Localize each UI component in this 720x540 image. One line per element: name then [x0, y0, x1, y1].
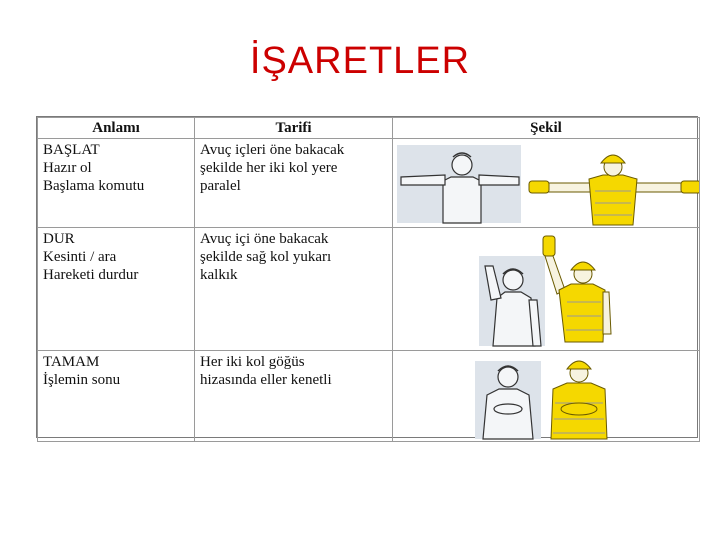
- description-line: şekilde sağ kol yukarı: [200, 249, 332, 265]
- signals-table: [36, 116, 698, 438]
- description-cell: [195, 228, 393, 351]
- meaning-line: Başlama komutu: [43, 178, 145, 194]
- hands-clasped-icon: [393, 351, 699, 441]
- right-arm-raised-icon: [393, 228, 699, 350]
- meaning-line: Kesinti / ara: [43, 249, 117, 265]
- figure-cell: [393, 228, 700, 351]
- description-line: hizasında eller kenetli: [200, 372, 332, 388]
- description-line: kalkık: [200, 267, 238, 283]
- meaning-line: İşlemin sonu: [43, 372, 121, 388]
- description-line: Her iki kol göğüs: [200, 354, 305, 370]
- meaning-line: Hazır ol: [43, 160, 92, 176]
- table-row: [38, 228, 700, 351]
- table-row: [38, 351, 700, 442]
- header-figure: Şekil: [393, 118, 700, 139]
- table-header-row: [38, 118, 700, 139]
- page-title: İŞARETLER: [249, 40, 471, 82]
- meaning-cell: [38, 228, 195, 351]
- meaning-cell: [38, 139, 195, 228]
- meaning-line: DUR: [43, 231, 75, 247]
- description-line: şekilde her iki kol yere: [200, 160, 338, 176]
- meaning-line: Hareketi durdur: [43, 267, 139, 283]
- meaning-line: BAŞLAT: [43, 142, 100, 158]
- header-meaning: Anlamı: [38, 118, 195, 139]
- arms-horizontal-icon: [393, 139, 699, 227]
- header-description: Tarifi: [195, 118, 393, 139]
- figure-cell: [393, 351, 700, 442]
- description-cell: [195, 351, 393, 442]
- meaning-cell: [38, 351, 195, 442]
- table-row: [38, 139, 700, 228]
- description-line: Avuç içi öne bakacak: [200, 231, 329, 247]
- description-line: Avuç içleri öne bakacak: [200, 142, 345, 158]
- meaning-line: TAMAM: [43, 354, 100, 370]
- description-cell: [195, 139, 393, 228]
- figure-cell: [393, 139, 700, 228]
- description-line: paralel: [200, 178, 241, 194]
